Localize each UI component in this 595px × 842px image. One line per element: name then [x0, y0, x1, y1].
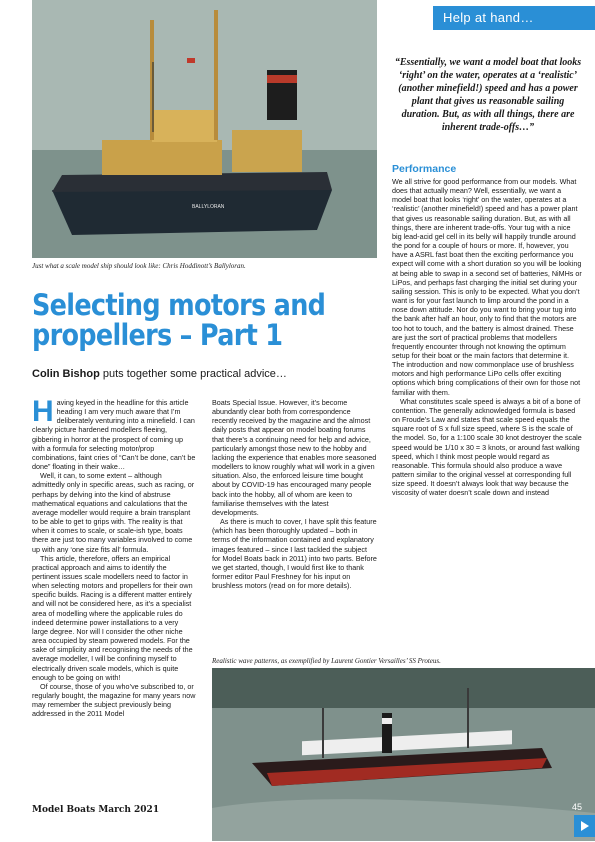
article-column-2 [212, 398, 377, 590]
byline-author: Colin Bishop [32, 368, 100, 380]
top-photo-caption: Just what a scale model ship should look like: Chris Hoddinott’s Ballyloran. [32, 262, 246, 270]
publication-footer: Model Boats March 2021 [32, 805, 160, 815]
paragraph: What constitutes scale speed is always a bit of a bone of contention. The generally acknowledged formula is based on Froude’s Law and states that scale speed equals the square root of S x full size speed, where S is the scale of the model. So, for a 1:100 scale 30 knot destroyer the scale speed would be 1/10 x 30 = 3 knots, or around fast walking speed, which I think most people would regard as reasonable. This formula should also produce a wave pattern similar to the original vessel at corresponding full size speed. It doesn’t always look that way because the viscosity of water doesn’t scale down and instead [392, 396, 582, 498]
hull-name-label: BALLYLORAN [192, 204, 225, 210]
pull-quote: “Essentially, we want a model boat that looks ‘right’ on the water, operates at a ‘realistic’ (another minefield!) speed and has a power plant that gives us reasonable sailing duration. But, as with all things, there are inherent trade-offs…” [394, 57, 582, 133]
paragraph: As there is much to cover, I have split this feature (which has been thoroughly updated – both in terms of the information contained and explanatory images featured – since I last tackled the subject for Model Boats back in 2011) into two parts. Before we get started, though, I would first like to thank former editor Paul Freshney for his input on brushless motors (read on for more details). [212, 517, 377, 591]
article-column-3 [392, 177, 582, 497]
drop-cap: H [32, 395, 54, 428]
byline [32, 368, 377, 380]
paragraph: Well, it can, to some extent – although admittedly only in specific areas, such as racing, or perhaps by delving into the kind of abstruse mathematical equations and calculations that the average modeller would require a brain transplant to be able to get to grips with. The reality is that when it comes to scale, or scale-ish type, boats there are just too many variables involved to come up with any ‘one size fits all’ formula. [32, 471, 195, 554]
paragraph: This article, therefore, offers an empirical practical approach and aims to identify the pertinent issues scale modellers need to factor in when selecting motors and propellers for their own specific builds. Racing is a different matter entirely and will not be considered here, as it’s a specialist area of modelling where the applicable rules do indeed determine power installations to a very large degree. Nor will I consider the other niche area occupied by steam powered models. For the sake of simplicity and recognising the needs of the average modeller, I will be confining myself to electrically driven scale models, which is quite enough to be going on with! [32, 553, 193, 682]
paragraph: Of course, those of you who’ve subscribed to, or regularly bought, the magazine for many years now may remember the subject previously being addressed in the 2011 Model [32, 681, 196, 719]
next-page-arrow-icon[interactable] [574, 815, 595, 837]
article-column-1 [32, 395, 196, 719]
bottom-photo [212, 668, 595, 841]
section-tab-help-at-hand: Help at hand… [433, 6, 595, 30]
section-heading-performance: Performance [392, 163, 457, 175]
byline-text: puts together some practical advice… [99, 368, 287, 380]
paragraph: Having keyed in the headline for this article heading I am very much aware that I’m deliberately venturing into a minefield. I can clearly picture hardened modellers fleeing, gibbering in horror at the prospect of coming up with a formula for selecting motor/prop combinations, faint cries of “Can’t be done, can’t be done” floating in their wake… [32, 395, 196, 472]
bottom-photo-caption: Realistic wave patterns, as exemplified by Laurent Gontier Versailles’ SS Proteus. [212, 657, 441, 665]
paragraph: We all strive for good performance from our models. What does that actually mean? Well, essentially, we want a model boat that looks ‘right’ on the water, operates at a ‘realistic’ (another minefield!) speed and has a power plant that gives us reasonable sailing duration. But, as with all things, there are inherent trade-offs. Your tug with a nice big lead-acid gel cell in its belly will happily trundle around the pond for a couple of hours or more. If, however, you have a ASRL fast boat then the exciting performance you expect will come with a short duration so you will be looking at being able to swap in a second set of batteries, NiMHs or LiPos, and perhaps fast charging the initial set during your sailing session. This is only to be expected. What you don’t want is for your fast launch to limp around the pond in a nose down attitude. Nor do you want to bring your tug into the bank after half an hour, only to find that the motors are too hot to touch, and the battery is almost drained. These are just the sort of practical problems that modellers frequently encounter through not knowing the optimum setup for their boat or the main factors that determine it. The introduction and now commonplace use of brushless motors and high performance LiPo cells offer exciting options which bring complications of their own for those not familiar with them. [392, 177, 582, 397]
article-title: Selecting motors and propellers – Part 1 [32, 288, 326, 352]
top-photo [32, 0, 377, 258]
page-number: 45 [572, 802, 583, 812]
ship-illustration [32, 0, 377, 258]
paragraph: Boats Special Issue. However, it’s become abundantly clear both from correspondence recently received by the magazine and the almost daily posts that appear on model boating forums that there’s a continuing need for help and advice, particularly amongst those new to the hobby and lacking the experience that enables more seasoned modellers to know roughly what will work in a given situation. Also, the enforced leisure time bought about by COVID-19 has encouraged many people back into the hobby, all of whom are keen to familiarise themselves with the latest developments. [212, 398, 377, 517]
steamship-illustration [212, 668, 595, 841]
